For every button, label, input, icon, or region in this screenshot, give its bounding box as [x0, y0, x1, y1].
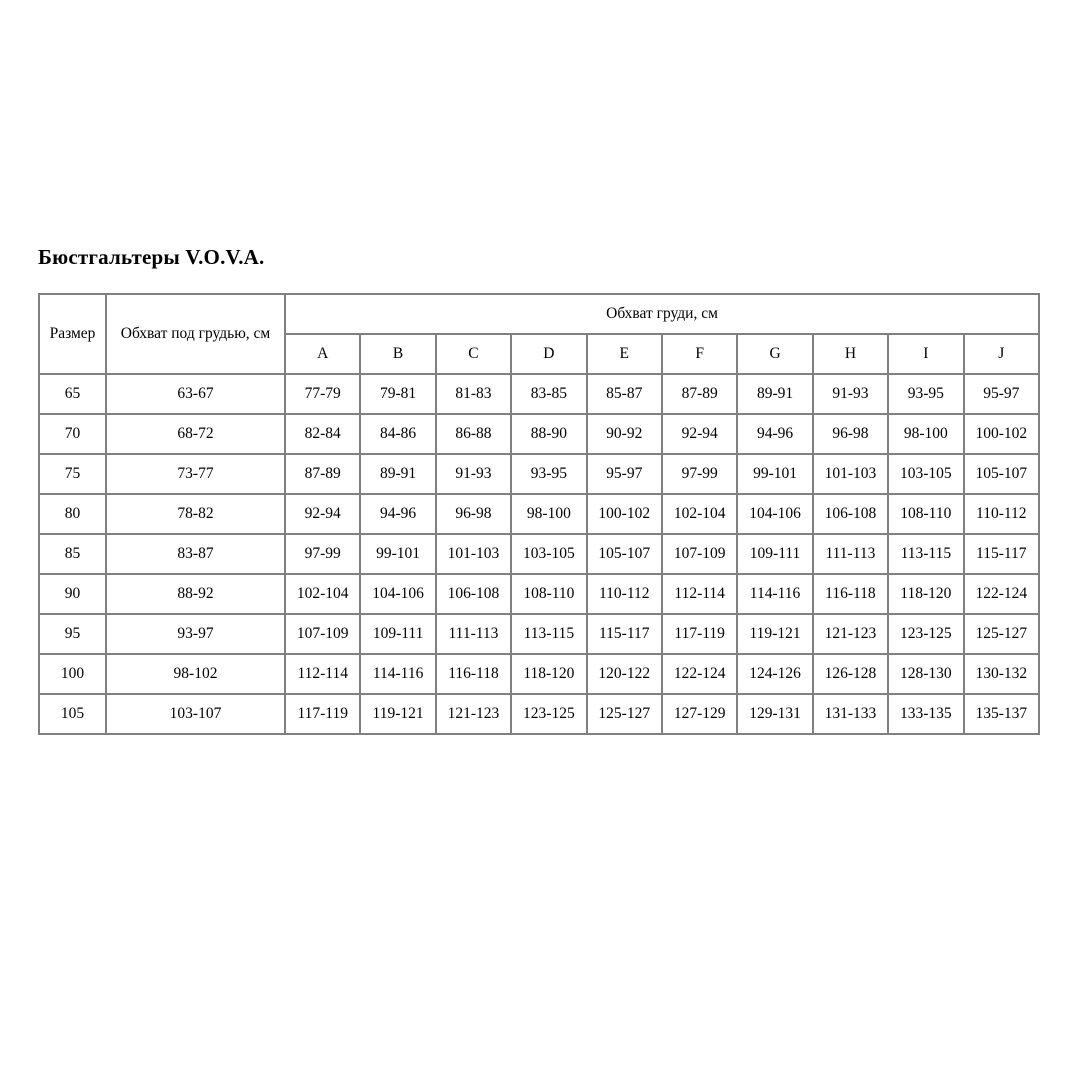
bust-range-cell: 104-106	[360, 574, 435, 614]
table-row	[39, 454, 1039, 494]
bust-range-cell: 105-107	[587, 534, 662, 574]
bust-range-cell: 130-132	[964, 654, 1040, 694]
table-row	[39, 614, 1039, 654]
bust-range-cell: 116-118	[436, 654, 511, 694]
bust-range-cell: 94-96	[360, 494, 435, 534]
bust-range-cell: 122-124	[662, 654, 737, 694]
size-cell: 90	[39, 574, 106, 614]
table-row	[39, 654, 1039, 694]
bust-range-cell: 107-109	[285, 614, 360, 654]
bust-range-cell: 105-107	[964, 454, 1040, 494]
bust-range-cell: 97-99	[285, 534, 360, 574]
bust-range-cell: 99-101	[737, 454, 812, 494]
bust-range-cell: 110-112	[964, 494, 1040, 534]
cup-column-header: H	[813, 334, 888, 374]
cup-column-header: F	[662, 334, 737, 374]
bust-range-cell: 106-108	[813, 494, 888, 534]
bust-range-cell: 123-125	[888, 614, 963, 654]
cup-column-header: I	[888, 334, 963, 374]
bust-range-cell: 92-94	[285, 494, 360, 534]
bust-range-cell: 125-127	[587, 694, 662, 734]
size-cell: 100	[39, 654, 106, 694]
bust-range-cell: 117-119	[285, 694, 360, 734]
bust-range-cell: 89-91	[360, 454, 435, 494]
bust-range-cell: 103-105	[888, 454, 963, 494]
cup-column-header: J	[964, 334, 1040, 374]
bust-range-cell: 96-98	[436, 494, 511, 534]
underbust-cell: 103-107	[106, 694, 285, 734]
underbust-cell: 68-72	[106, 414, 285, 454]
bust-range-cell: 106-108	[436, 574, 511, 614]
bust-range-cell: 100-102	[964, 414, 1040, 454]
bust-range-cell: 112-114	[662, 574, 737, 614]
bust-range-cell: 131-133	[813, 694, 888, 734]
bust-range-cell: 96-98	[813, 414, 888, 454]
bust-range-cell: 113-115	[511, 614, 586, 654]
size-cell: 70	[39, 414, 106, 454]
bust-range-cell: 119-121	[737, 614, 812, 654]
bust-range-cell: 115-117	[964, 534, 1040, 574]
bust-range-cell: 94-96	[737, 414, 812, 454]
bust-range-cell: 121-123	[813, 614, 888, 654]
size-cell: 95	[39, 614, 106, 654]
bust-range-cell: 117-119	[662, 614, 737, 654]
table-row	[39, 574, 1039, 614]
bust-range-cell: 77-79	[285, 374, 360, 414]
size-chart-body	[39, 374, 1039, 734]
underbust-cell: 63-67	[106, 374, 285, 414]
bust-range-cell: 108-110	[888, 494, 963, 534]
bust-range-cell: 79-81	[360, 374, 435, 414]
bust-range-cell: 102-104	[662, 494, 737, 534]
table-row	[39, 534, 1039, 574]
size-cell: 85	[39, 534, 106, 574]
bust-range-cell: 92-94	[662, 414, 737, 454]
bust-range-cell: 124-126	[737, 654, 812, 694]
bust-range-cell: 109-111	[360, 614, 435, 654]
bust-range-cell: 116-118	[813, 574, 888, 614]
cup-column-header: A	[285, 334, 360, 374]
bust-range-cell: 86-88	[436, 414, 511, 454]
bust-range-cell: 88-90	[511, 414, 586, 454]
table-row	[39, 414, 1039, 454]
header-size: Размер	[39, 294, 106, 374]
size-chart-table	[38, 293, 1040, 735]
bust-range-cell: 97-99	[662, 454, 737, 494]
header-underbust: Обхват под грудью, см	[106, 294, 285, 374]
bust-range-cell: 123-125	[511, 694, 586, 734]
bust-range-cell: 108-110	[511, 574, 586, 614]
header-bust: Обхват груди, см	[285, 294, 1039, 334]
underbust-cell: 83-87	[106, 534, 285, 574]
bust-range-cell: 133-135	[888, 694, 963, 734]
bust-range-cell: 101-103	[813, 454, 888, 494]
bust-range-cell: 135-137	[964, 694, 1040, 734]
bust-range-cell: 95-97	[587, 454, 662, 494]
size-cell: 80	[39, 494, 106, 534]
cup-column-header: G	[737, 334, 812, 374]
table-row	[39, 494, 1039, 534]
underbust-cell: 93-97	[106, 614, 285, 654]
bust-range-cell: 112-114	[285, 654, 360, 694]
bust-range-cell: 98-100	[888, 414, 963, 454]
bust-range-cell: 118-120	[888, 574, 963, 614]
bust-range-cell: 119-121	[360, 694, 435, 734]
bust-range-cell: 99-101	[360, 534, 435, 574]
underbust-cell: 98-102	[106, 654, 285, 694]
bust-range-cell: 111-113	[436, 614, 511, 654]
underbust-cell: 73-77	[106, 454, 285, 494]
bust-range-cell: 102-104	[285, 574, 360, 614]
bust-range-cell: 129-131	[737, 694, 812, 734]
bust-range-cell: 84-86	[360, 414, 435, 454]
bust-range-cell: 104-106	[737, 494, 812, 534]
bust-range-cell: 121-123	[436, 694, 511, 734]
bust-range-cell: 128-130	[888, 654, 963, 694]
cup-column-header: D	[511, 334, 586, 374]
bust-range-cell: 114-116	[737, 574, 812, 614]
bust-range-cell: 83-85	[511, 374, 586, 414]
bust-range-cell: 82-84	[285, 414, 360, 454]
page-title: Бюстгальтеры V.O.V.A.	[38, 245, 265, 269]
size-cell: 105	[39, 694, 106, 734]
bust-range-cell: 113-115	[888, 534, 963, 574]
bust-range-cell: 114-116	[360, 654, 435, 694]
bust-range-cell: 122-124	[964, 574, 1040, 614]
size-cell: 75	[39, 454, 106, 494]
bust-range-cell: 101-103	[436, 534, 511, 574]
cup-column-header: B	[360, 334, 435, 374]
bust-range-cell: 100-102	[587, 494, 662, 534]
bust-range-cell: 126-128	[813, 654, 888, 694]
bust-range-cell: 110-112	[587, 574, 662, 614]
bust-range-cell: 118-120	[511, 654, 586, 694]
bust-range-cell: 107-109	[662, 534, 737, 574]
bust-range-cell: 109-111	[737, 534, 812, 574]
bust-range-cell: 103-105	[511, 534, 586, 574]
bust-range-cell: 95-97	[964, 374, 1040, 414]
cup-column-header: C	[436, 334, 511, 374]
bust-range-cell: 127-129	[662, 694, 737, 734]
bust-range-cell: 98-100	[511, 494, 586, 534]
bust-range-cell: 115-117	[587, 614, 662, 654]
bust-range-cell: 120-122	[587, 654, 662, 694]
table-row	[39, 694, 1039, 734]
bust-range-cell: 111-113	[813, 534, 888, 574]
bust-range-cell: 87-89	[662, 374, 737, 414]
bust-range-cell: 89-91	[737, 374, 812, 414]
bust-range-cell: 125-127	[964, 614, 1040, 654]
bust-range-cell: 93-95	[511, 454, 586, 494]
bust-range-cell: 91-93	[436, 454, 511, 494]
bust-range-cell: 87-89	[285, 454, 360, 494]
bust-range-cell: 93-95	[888, 374, 963, 414]
size-cell: 65	[39, 374, 106, 414]
bust-range-cell: 85-87	[587, 374, 662, 414]
bust-range-cell: 81-83	[436, 374, 511, 414]
underbust-cell: 88-92	[106, 574, 285, 614]
underbust-cell: 78-82	[106, 494, 285, 534]
bust-range-cell: 91-93	[813, 374, 888, 414]
bust-range-cell: 90-92	[587, 414, 662, 454]
cup-column-header: E	[587, 334, 662, 374]
table-row	[39, 374, 1039, 414]
